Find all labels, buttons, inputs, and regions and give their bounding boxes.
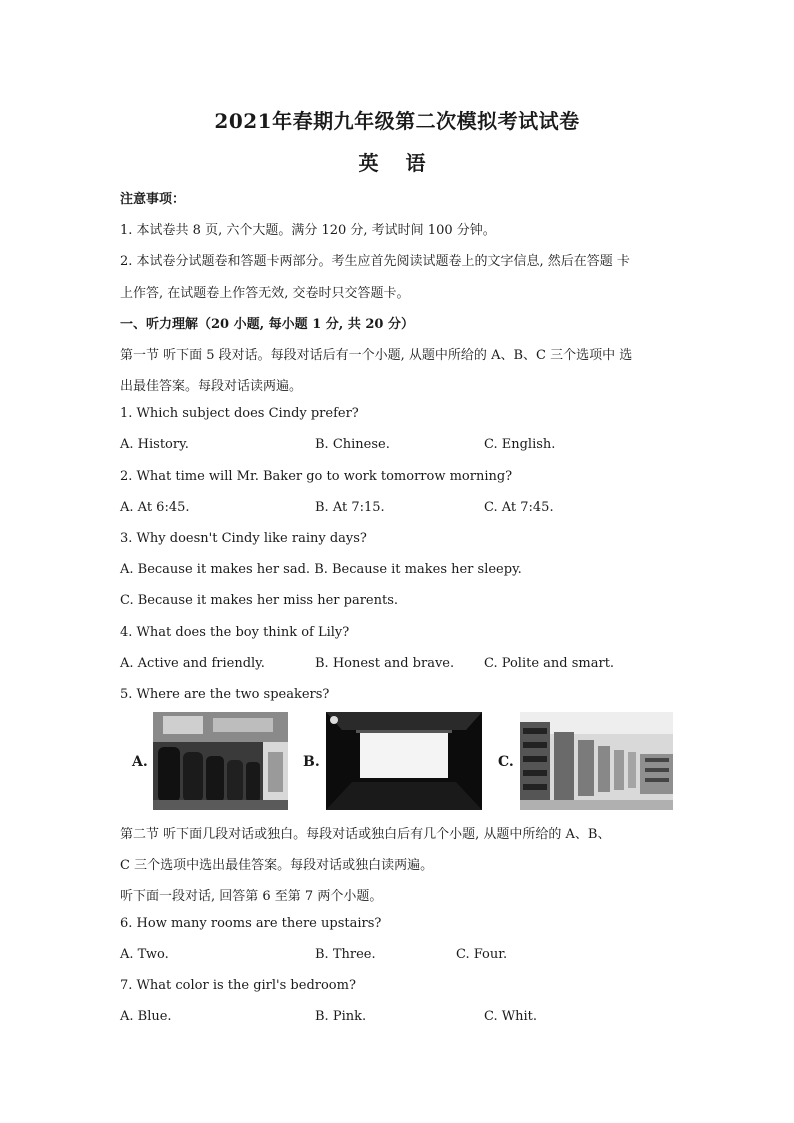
picture-c-library	[520, 712, 673, 810]
notes-heading: 注意事项：	[120, 192, 186, 207]
notes-item-2-line-2: 上作答, 在试题卷上作答无效, 交卷时只交答题卡。	[120, 286, 410, 301]
question-6-option-a: A. Two.	[120, 947, 169, 962]
question-2-stem: 2. What time will Mr. Baker go to work tomorrow morning?	[120, 469, 513, 484]
question-7-stem: 7. What color is the girl's bedroom?	[120, 978, 356, 993]
question-7-option-a: A. Blue.	[120, 1009, 172, 1024]
question-7-option-b: B. Pink.	[315, 1009, 367, 1024]
part-2-instruction-line-1: 第二节 听下面几段对话或独白。每段对话或独白后有几个小题, 从题中所给的 A、B、	[120, 827, 611, 842]
question-3-option-c: C. Because it makes her miss her parents.	[120, 593, 399, 608]
picture-c-label: C.	[498, 754, 514, 770]
notes-item-1: 1. 本试卷共 8 页, 六个大题。满分 120 分, 考试时间 100 分钟。	[120, 223, 496, 238]
question-4-option-a: A. Active and friendly.	[120, 656, 265, 671]
part-1-instruction-line-2: 出最佳答案。每段对话读两遍。	[120, 379, 303, 394]
question-2-option-c: C. At 7:45.	[484, 500, 554, 515]
picture-b-cinema	[326, 712, 482, 810]
question-4-option-c: C. Polite and smart.	[484, 656, 615, 671]
question-1-option-b: B. Chinese.	[315, 437, 390, 452]
question-6-stem: 6. How many rooms are there upstairs?	[120, 916, 382, 931]
section-1-heading: 一、听力理解（20 小题, 每小题 1 分, 共 20 分）	[120, 317, 414, 332]
question-1-option-a: A. History.	[120, 437, 189, 452]
question-4-stem: 4. What does the boy think of Lily?	[120, 625, 350, 640]
question-2-option-b: B. At 7:15.	[315, 500, 385, 515]
part-1-instruction-line-1: 第一节 听下面 5 段对话。每段对话后有一个小题, 从题中所给的 A、B、C 三个选项中 选	[120, 348, 633, 363]
question-5-stem: 5. Where are the two speakers?	[120, 687, 330, 702]
part-2-instruction-line-2: C 三个选项中选出最佳答案。每段对话或独白读两遍。	[120, 858, 434, 873]
question-3-stem: 3. Why doesn't Cindy like rainy days?	[120, 531, 367, 546]
dialogue-instruction: 听下面一段对话, 回答第 6 至第 7 两个小题。	[120, 889, 383, 904]
subject-title: 英 语	[358, 151, 436, 175]
question-3-options-a-b: A. Because it makes her sad. B. Because it makes her sleepy.	[120, 562, 522, 577]
picture-a-bus-seats	[153, 712, 288, 810]
question-4-option-b: B. Honest and brave.	[315, 656, 455, 671]
question-6-option-c: C. Four.	[456, 947, 508, 962]
exam-title: 2021年春期九年级第二次模拟考试试卷	[214, 109, 580, 133]
question-2-option-a: A. At 6:45.	[120, 500, 190, 515]
question-1-stem: 1. Which subject does Cindy prefer?	[120, 406, 359, 421]
picture-b-label: B.	[303, 754, 320, 770]
question-6-option-b: B. Three.	[315, 947, 376, 962]
picture-a-label: A.	[132, 754, 148, 770]
question-7-option-c: C. Whit.	[484, 1009, 537, 1024]
question-1-option-c: C. English.	[484, 437, 556, 452]
notes-item-2-line-1: 2. 本试卷分试题卷和答题卡两部分。考生应首先阅读试题卷上的文字信息, 然后在答题 卡	[120, 254, 630, 269]
